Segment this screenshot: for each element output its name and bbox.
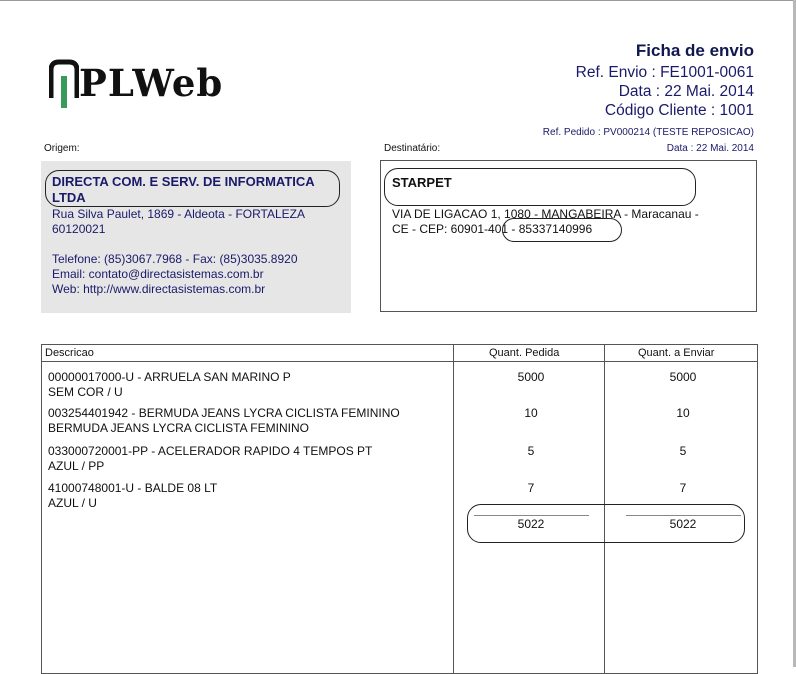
- row-quant-enviar: 10: [676, 406, 690, 420]
- row-quant-pedida: 10: [524, 406, 538, 420]
- row-variant: AZUL / PP: [48, 459, 105, 473]
- table-header-divider: [42, 361, 757, 362]
- row-quant-pedida: 7: [527, 481, 535, 495]
- origin-panel: [41, 161, 351, 313]
- total-quant-pedida: 5022: [517, 517, 545, 531]
- destination-address-line2: CE - CEP: 60901-401 - 85337140996: [392, 222, 593, 236]
- origin-phone: Telefone: (85)3067.7968 - Fax: (85)3035.8920: [52, 252, 298, 266]
- destination-doc-highlight: [502, 218, 622, 242]
- plweb-logo: [49, 58, 224, 110]
- row-variant: AZUL / U: [48, 496, 97, 510]
- origin-email: Email: contato@directasistemas.com.br: [52, 267, 264, 281]
- destination-panel: [380, 160, 757, 312]
- destination-label: Destinatário:: [384, 143, 441, 154]
- col-header-quant-pedida: Quant. Pedida: [489, 347, 560, 359]
- row-quant-enviar: 7: [679, 481, 687, 495]
- col-header-descricao: Descricao: [45, 347, 94, 359]
- ref-envio: Ref. Envio : FE1001-0061: [575, 64, 754, 81]
- origin-address-line2: 60120021: [52, 222, 106, 236]
- total-quant-enviar: 5022: [669, 517, 697, 531]
- pedido-date: Data : 22 Mai. 2014: [666, 143, 754, 154]
- ref-pedido: Ref. Pedido : PV000214 (TESTE REPOSICAO): [542, 127, 754, 138]
- destination-address-line1: VIA DE LIGACAO 1, 1080 - MANGABEIRA - Maracanau -: [392, 207, 699, 221]
- plweb-logo-text: PLWeb: [79, 61, 224, 105]
- row-variant: BERMUDA JEANS LYCRA CICLISTA FEMININO: [48, 421, 309, 435]
- items-table: [41, 344, 758, 674]
- page-top-border: [0, 0, 796, 1]
- origin-label: Origem:: [44, 143, 80, 154]
- row-variant: SEM COR / U: [48, 385, 123, 399]
- document-title: Ficha de envio: [635, 41, 754, 60]
- row-quant-pedida: 5: [527, 444, 535, 458]
- origin-address-line1: Rua Silva Paulet, 1869 - Aldeota - FORTALEZA: [52, 207, 306, 221]
- row-description: 003254401942 - BERMUDA JEANS LYCRA CICLISTA FEMININO: [48, 406, 400, 420]
- origin-company-name: DIRECTA COM. E SERV. DE INFORMATICA LTDA: [52, 174, 315, 205]
- column-divider: [453, 345, 454, 673]
- col-header-quant-enviar: Quant. a Enviar: [638, 347, 715, 359]
- row-description: 41000748001-U - BALDE 08 LT: [48, 481, 218, 495]
- row-quant-enviar: 5000: [669, 370, 697, 384]
- row-quant-enviar: 5: [679, 444, 687, 458]
- codigo-cliente: Código Cliente : 1001: [604, 102, 754, 119]
- destination-name: STARPET: [392, 175, 452, 190]
- document-date: Data : 22 Mai. 2014: [618, 83, 754, 100]
- row-quant-pedida: 5000: [517, 370, 545, 384]
- row-description: 00000017000-U - ARRUELA SAN MARINO P: [48, 370, 291, 384]
- plweb-logo-mark: [49, 58, 79, 110]
- origin-web: Web: http://www.directasistemas.com.br: [52, 282, 266, 296]
- row-description: 033000720001-PP - ACELERADOR RAPIDO 4 TEMPOS PT: [48, 444, 373, 458]
